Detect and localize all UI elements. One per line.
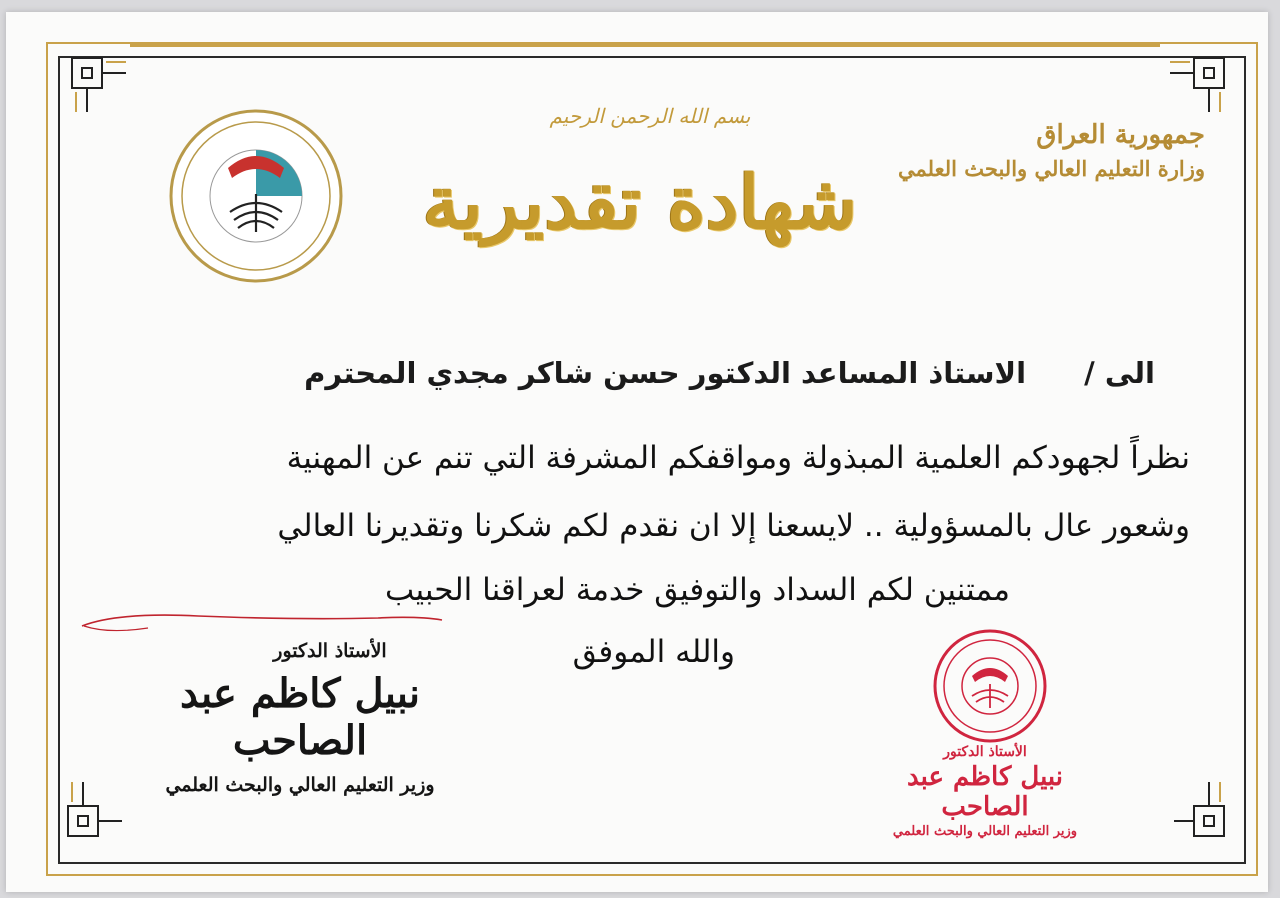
basmala: بسم الله الرحمن الرحيم [549,104,751,128]
stamp-seal-logo [932,628,1048,744]
government-header [885,120,1205,181]
body-line-3: ممتنين لكم السداد والتوفيق خدمة لعراقنا الحبيب [385,572,1010,608]
corner-ornament-top-right [1168,54,1228,114]
stamp-title: الأستاذ الدكتور [943,744,1027,760]
recipient-prefix: الى / [1084,356,1155,390]
official-red-stamp [870,628,1100,839]
body-line-1: نظراً لجهودكم العلمية المبذولة ومواقفكم المشرفة التي تنم عن المهنية [286,440,1190,476]
recipient-line [155,356,1155,390]
corner-ornament-bottom-left [64,780,124,840]
stamp-text [870,744,1100,839]
signature-position: وزير التعليم العالي والبحث العلمي [165,774,435,796]
signature-title: الأستاذ الدكتور [273,640,387,662]
signature-name: نبيل كاظم عبد الصاحب [179,670,421,764]
government-name: جمهورية العراق [1036,120,1205,150]
corner-ornament-bottom-right [1172,780,1232,840]
minister-signature-block [120,640,480,796]
recipient-name: الاستاذ المساعد الدكتور حسن شاكر مجدي المحترم [304,356,1027,390]
top-gold-rule [130,44,1160,53]
stamp-name: نبيل كاظم عبد الصاحب [906,762,1064,822]
ministry-seal-logo [168,108,344,284]
body-line-2: وشعور عال بالمسؤولية .. لايسعنا إلا ان نقدم لكم شكرنا وتقديرنا العالي [277,508,1190,544]
ministry-name: وزارة التعليم العالي والبحث العلمي [898,156,1205,181]
stamp-position: وزير التعليم العالي والبحث العلمي [892,824,1078,839]
certificate-title: شهادة تقديرية [422,160,858,246]
body-line-4: والله الموفق [572,634,735,670]
corner-ornament-top-left [68,54,128,114]
